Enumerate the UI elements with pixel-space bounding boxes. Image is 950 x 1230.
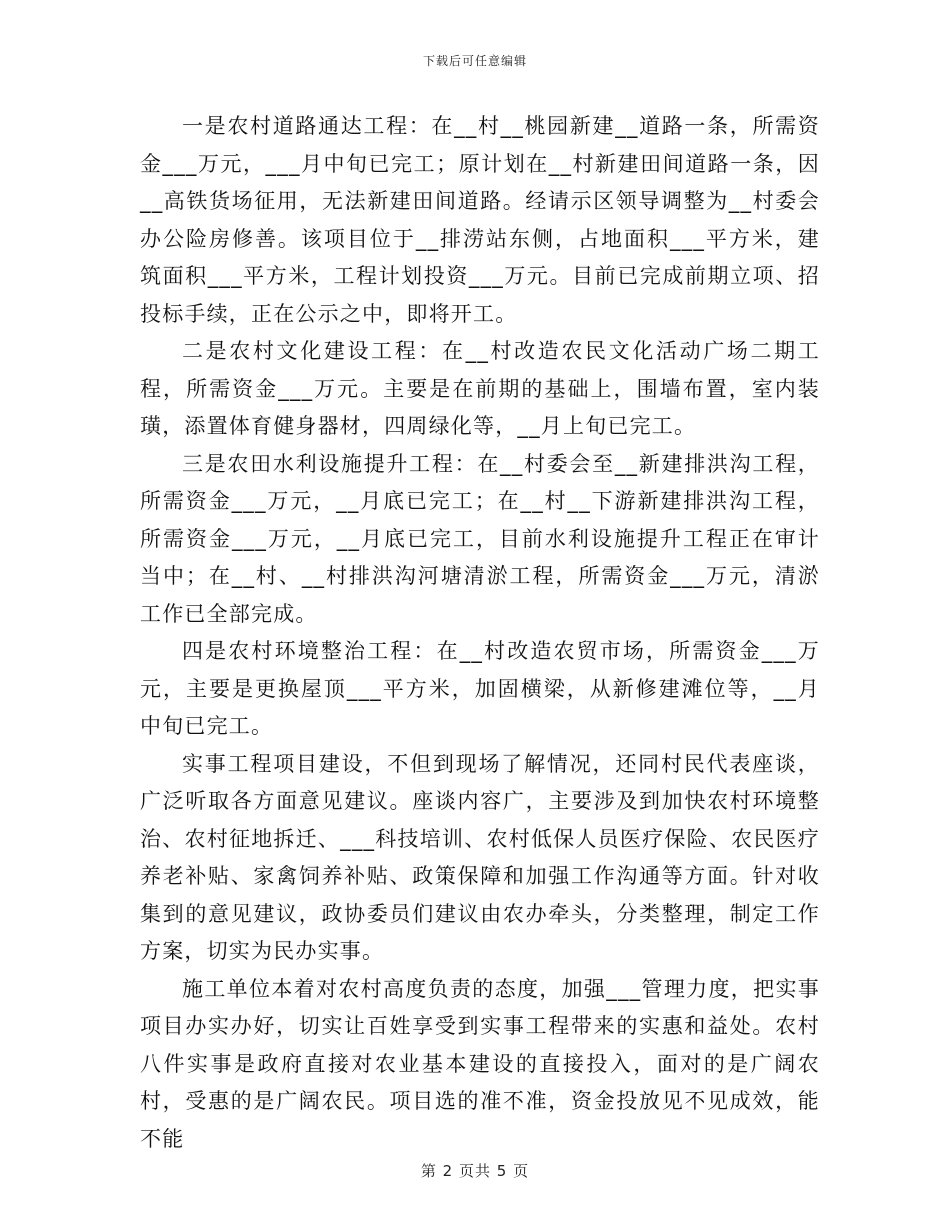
paragraph-construction-unit: 施工单位本着对农村高度负责的态度，加强___管理力度，把实事项目办实办好，切实让百姓享受到实事工程带来的实惠和益处。农村八件实事是政府直接对农业基本建设的直接投入，面对的是广阔农村，受惠的是广阔农民。项目选的准不准，资金投放见不见成效，能不能 xyxy=(140,976,820,1151)
paragraph-water-project: 三是农田水利设施提升工程：在__村委会至__新建排洪沟工程，所需资金___万元，__月底已完工；在__村__下游新建排洪沟工程，所需资金___万元，__月底已完工，目前水利设施提升工程正在审计当中；在__村、__村排洪沟河塘清淤工程，所需资金___万元，清淤工作已全部完成。 xyxy=(140,451,820,626)
page-header: 下载后可任意编辑 xyxy=(422,54,527,68)
paragraph-environment-project: 四是农村环境整治工程：在__村改造农贸市场，所需资金___万元，主要是更换屋顶___平方米，加固横梁，从新修建滩位等，__月中旬已完工。 xyxy=(140,639,820,738)
paragraph-consultation: 实事工程项目建设，不但到现场了解情况，还同村民代表座谈，广泛听取各方面意见建议。座谈内容广，主要涉及到加快农村环境整治、农村征地拆迁、___科技培训、农村低保人员医疗保险、农民医疗养老补贴、家禽饲养补贴、政策保障和加强工作沟通等方面。针对收集到的意见建议，政协委员们建议由农办牵头，分类整理，制定工作方案，切实为民办实事。 xyxy=(140,751,820,963)
paragraph-culture-project: 二是农村文化建设工程：在__村改造农民文化活动广场二期工程，所需资金___万元。主要是在前期的基础上，围墙布置，室内装璜，添置体育健身器材，四周绿化等，__月上旬已完工。 xyxy=(140,339,820,438)
paragraph-road-project: 一是农村道路通达工程：在__村__桃园新建__道路一条，所需资金___万元，___月中旬已完工；原计划在__村新建田间道路一条，因__高铁货场征用，无法新建田间道路。经请示区领导调整为__村委会办公险房修善。该项目位于__排涝站东侧，占地面积___平方米，建筑面积___平方米，工程计划投资___万元。目前已完成前期立项、招投标手续，正在公示之中，即将开工。 xyxy=(140,114,820,326)
page-footer: 第 2 页共 5 页 xyxy=(420,1162,530,1180)
document-body xyxy=(140,108,820,1158)
